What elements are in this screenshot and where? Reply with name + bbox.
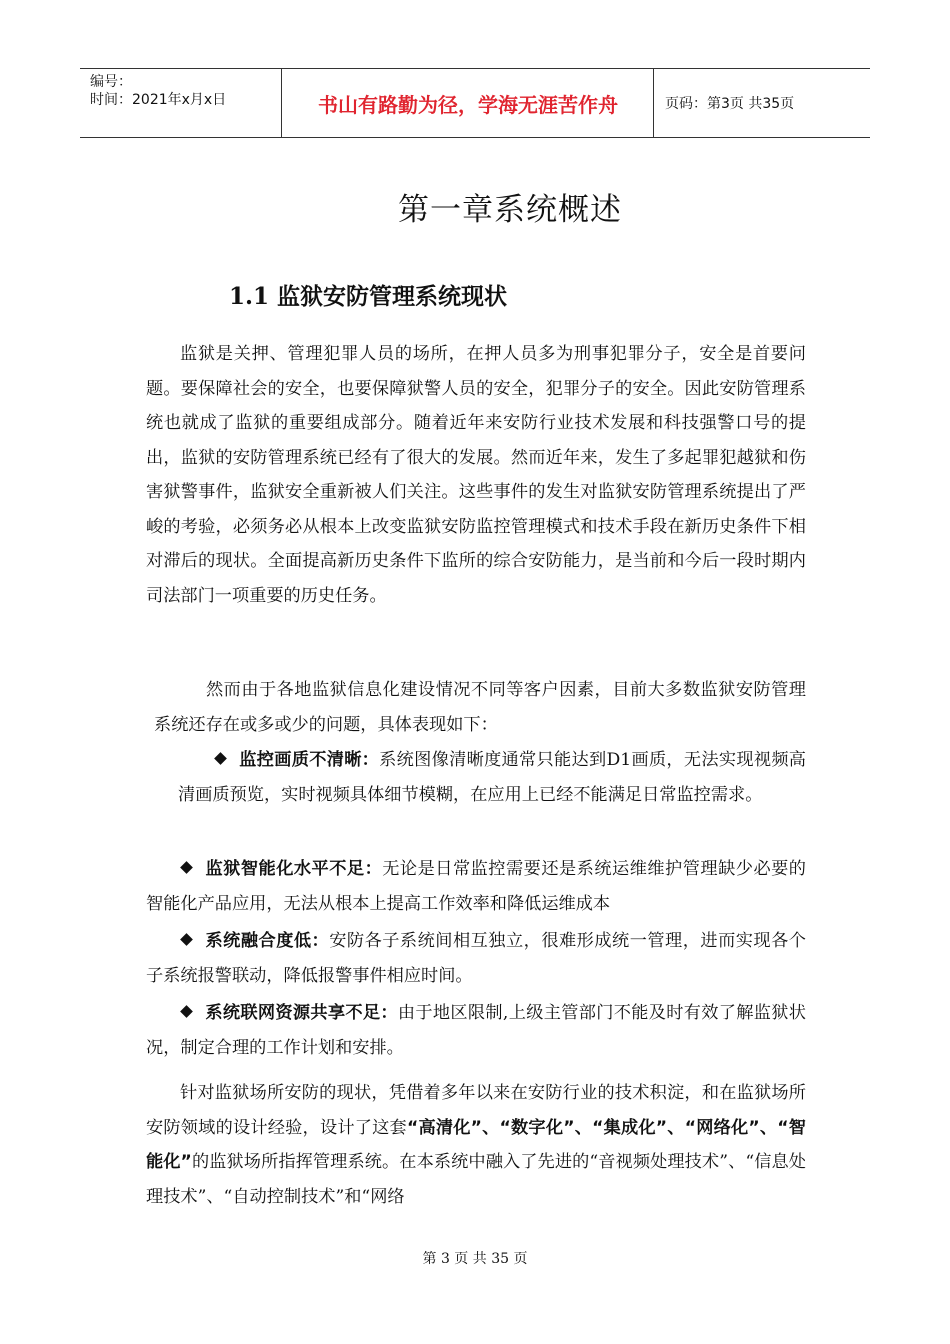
paragraph-2-text: 然而由于各地监狱信息化建设情况不同等客户因素，目前大多数监狱安防管理系统还存在或多或少的问题，具体表现如下：	[154, 680, 806, 735]
bullet-item	[146, 924, 806, 993]
paragraph-1-text: 监狱是关押、管理犯罪人员的场所，在押人员多为刑事犯罪分子，安全是首要问题。要保障社会的安全，也要保障狱警人员的安全，犯罪分子的安全。因此安防管理系统也就成了监狱的重要组成部分。随着近年来安防行业技术发展和科技强警口号的提出，监狱的安防管理系统已经有了很大的发展。然而近年来，发生了多起罪犯越狱和伤害狱警事件，监狱安全重新被人们关注。这些事件的发生对监狱安防管理系统提出了严峻的考验，必须务必从根本上改变监狱安防监控管理模式和技术手段在新历史条件下相对滞后的现状。全面提高新历史条件下监所的综合安防能力，是当前和今后一段时期内司法部门一项重要的历史任务。	[146, 344, 806, 606]
time-label: 时间：2021年x月x日	[90, 92, 227, 108]
paragraph-3-emphasis: “高清化”、“数字化”、“集成化”、“网络化”、“智能化”	[146, 1117, 806, 1172]
section-title: 1.1 监狱安防管理系统现状	[229, 283, 508, 310]
bullet-text: 由于地区限制,上级主管部门不能及时有效了解监狱状况，制定合理的工作计划和安排。	[146, 1003, 806, 1058]
page-footer: 第 3 页 共 35 页	[422, 1251, 528, 1267]
diamond-bullet-icon	[180, 861, 193, 874]
bullet-title: 监控画质不清晰：	[239, 750, 380, 770]
bullet-item	[178, 743, 806, 812]
header-motto: 书山有路勤为径，学海无涯苦作舟	[318, 92, 618, 117]
diamond-bullet-icon	[214, 752, 227, 765]
diamond-bullet-icon	[180, 933, 193, 946]
paragraph-1	[146, 337, 806, 613]
bullet-text: 系统图像清晰度通常只能达到D1画质，无法实现视频高清画质预览，实时视频具体细节模糊，在应用上已经不能满足日常监控需求。	[178, 750, 806, 805]
bullet-title: 系统联网资源共享不足：	[205, 1003, 398, 1023]
paragraph-3-text-cont: 的监狱场所指挥管理系统。在本系统中融入了先进的“音视频处理技术”、“信息处理技术”、“自动控制技术”和“网络	[146, 1152, 806, 1207]
bullet-title: 监狱智能化水平不足：	[205, 859, 383, 879]
paragraph-2	[154, 673, 806, 742]
bullet-title: 系统融合度低：	[205, 931, 330, 951]
bullet-text: 安防各子系统间相互独立，很难形成统一管理，进而实现各个子系统报警联动，降低报警事件相应时间。	[146, 931, 806, 986]
header-page-info: 页码：第3页 共35页	[665, 96, 795, 112]
header-divider	[653, 69, 654, 137]
header-divider	[281, 69, 282, 137]
paragraph-3-text: 针对监狱场所安防的现状，凭借着多年以来在安防行业的技术积淀，和在监狱场所安防领域的设计经验，设计了这套	[146, 1083, 806, 1138]
header-meta	[90, 73, 280, 109]
number-label: 编号：	[90, 74, 132, 90]
diamond-bullet-icon	[180, 1005, 193, 1018]
chapter-title-text: 第一章系统概述	[398, 192, 622, 228]
bullet-item	[146, 852, 806, 921]
chapter-title	[0, 184, 950, 229]
bullet-text: 无论是日常监控需要还是系统运维维护管理缺少必要的智能化产品应用，无法从根本上提高工作效率和降低运维成本	[146, 859, 806, 914]
page-header-table	[80, 68, 870, 138]
paragraph-3	[146, 1076, 806, 1214]
bullet-item	[146, 996, 806, 1065]
